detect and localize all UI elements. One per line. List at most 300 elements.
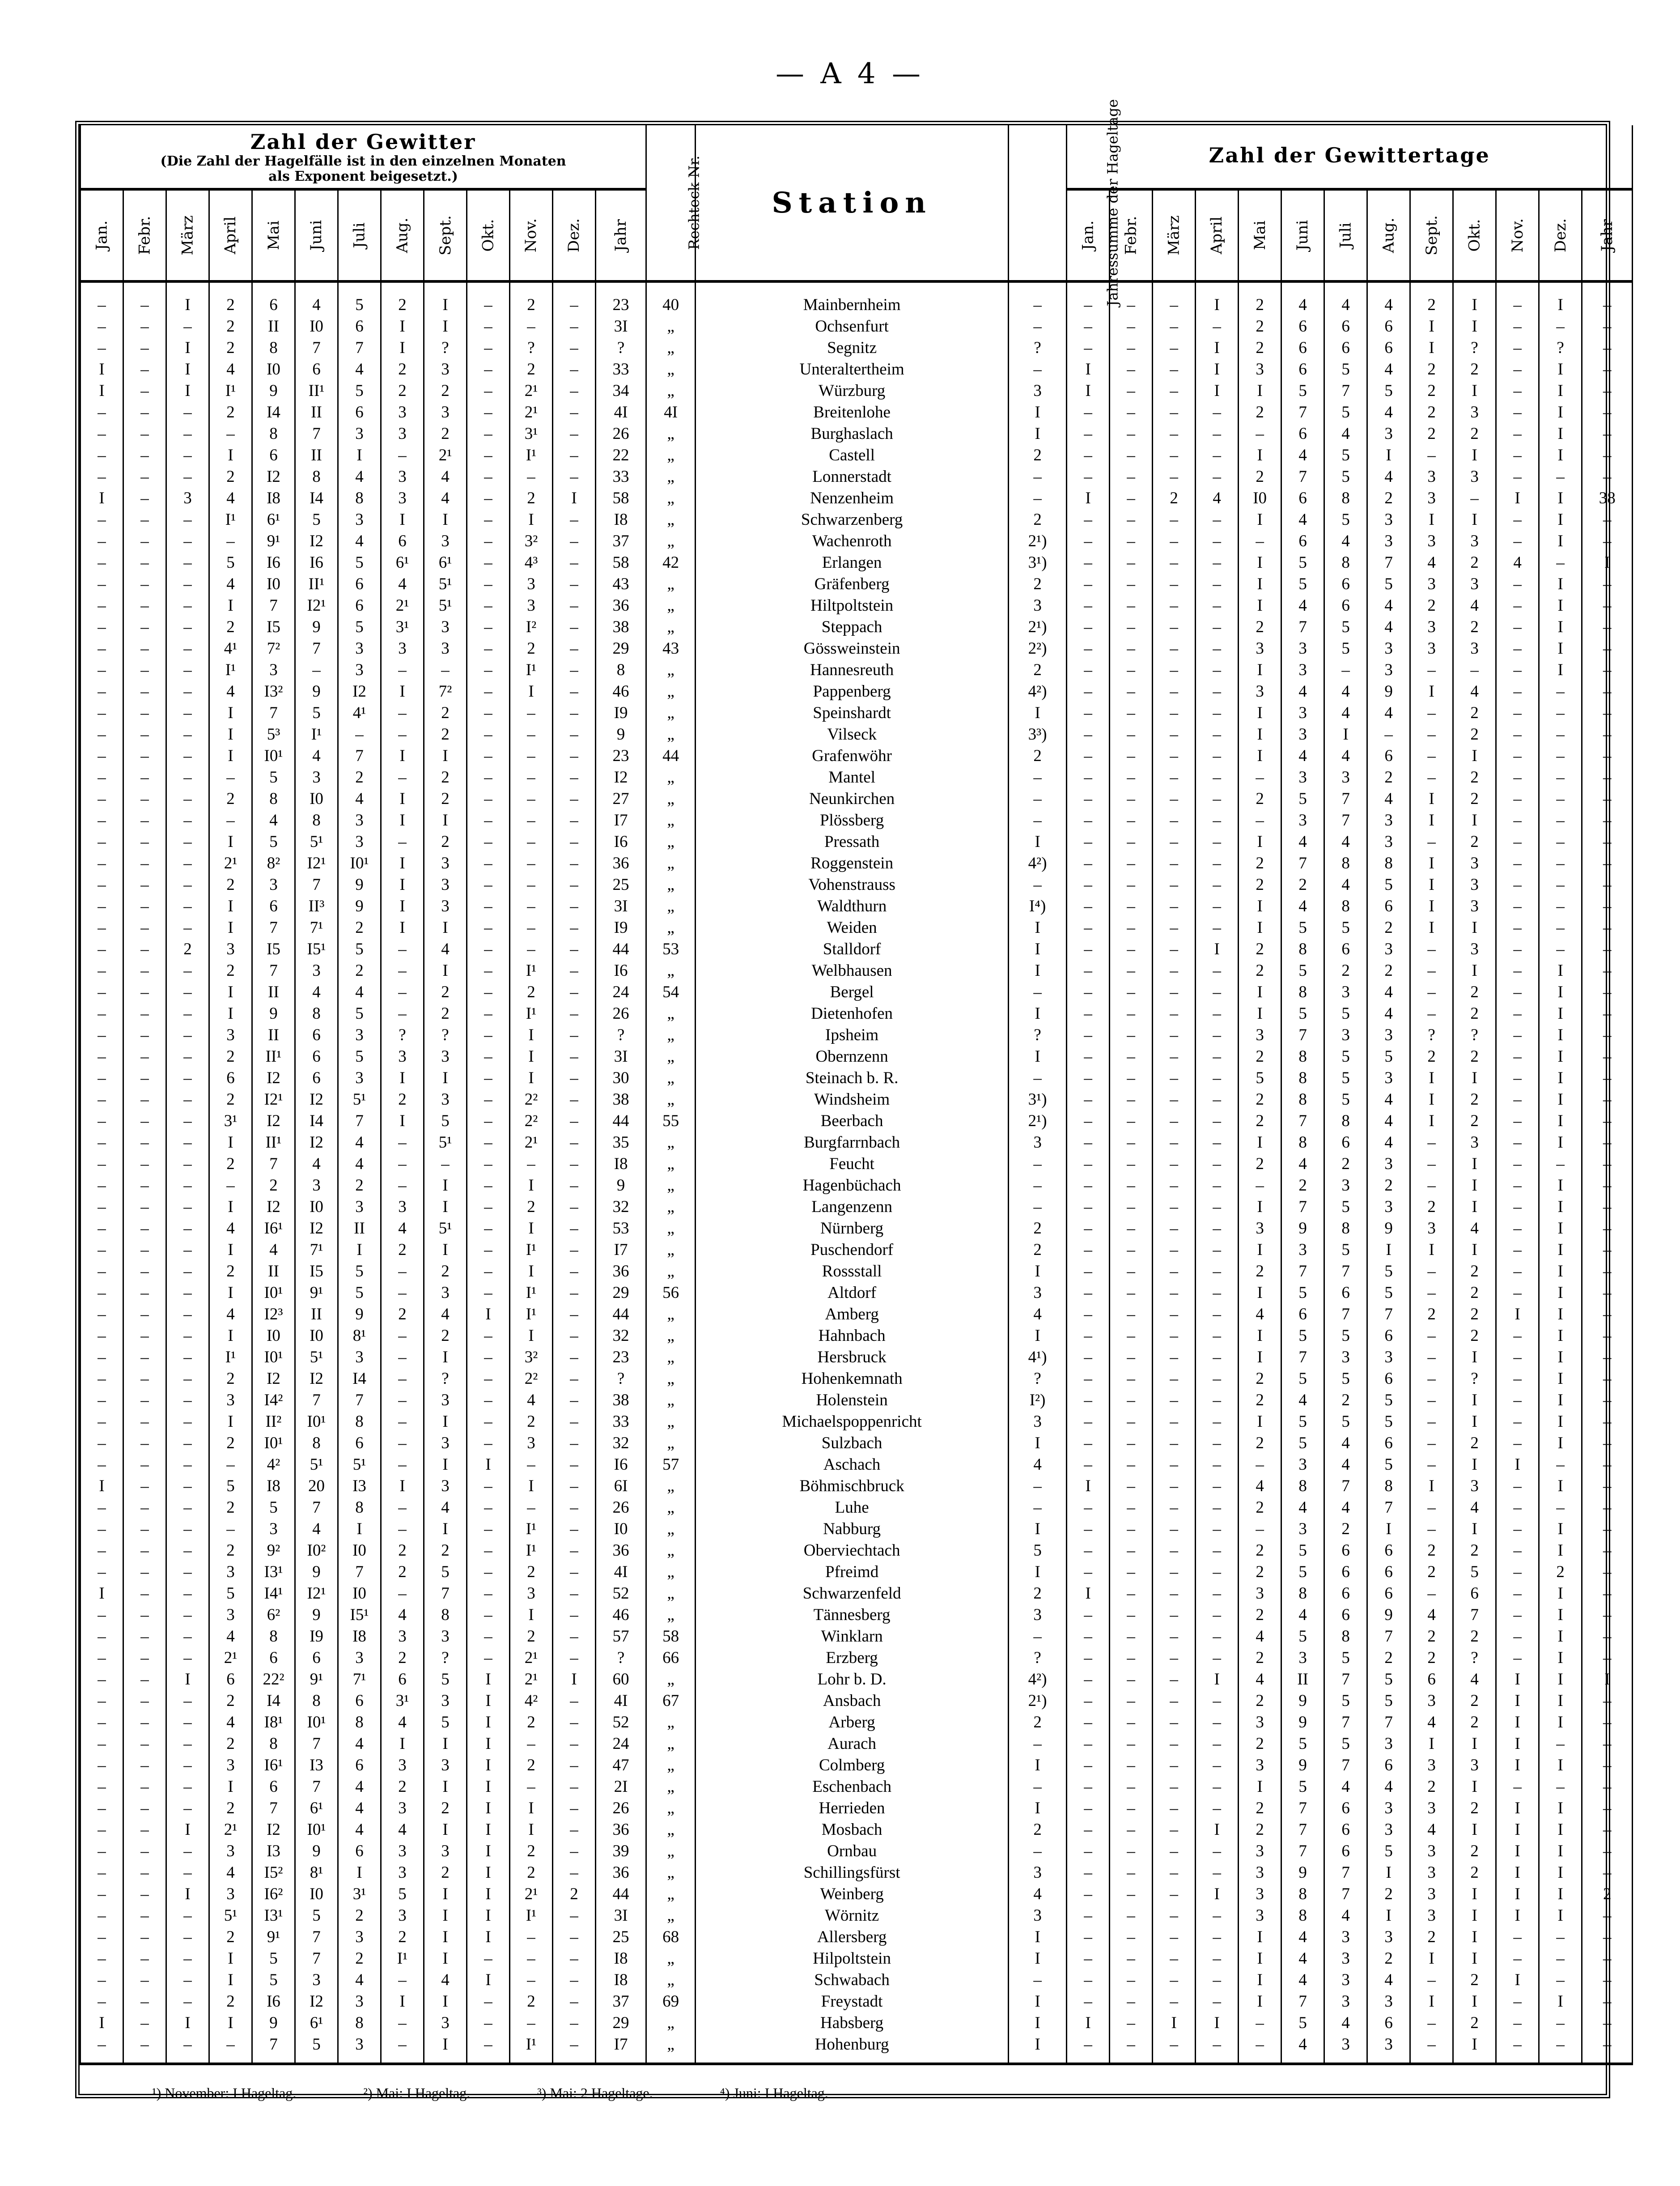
storm-days-cell: I xyxy=(1196,380,1239,402)
storm-days-cell: – xyxy=(1539,724,1582,745)
storm-days-cell: – xyxy=(1410,982,1453,1003)
storm-count-cell: 2 xyxy=(338,1175,381,1196)
storm-days-cell: – xyxy=(1410,1282,1453,1304)
storm-count-cell: I3² xyxy=(252,681,295,702)
storm-count-cell: I xyxy=(166,1884,209,1905)
storm-count-cell: – xyxy=(123,423,166,445)
hail-days-cell: ? xyxy=(1009,1368,1067,1390)
storm-count-cell: – xyxy=(510,939,553,960)
storm-count-cell: – xyxy=(81,853,123,874)
storm-days-cell: – xyxy=(1582,1110,1633,1132)
storm-days-cell: – xyxy=(1539,810,1582,831)
table-row xyxy=(81,1540,1633,1561)
storm-count-cell: – xyxy=(467,359,510,380)
storm-days-cell: 5 xyxy=(1281,1626,1324,1647)
storm-count-cell: 3 xyxy=(381,1841,424,1862)
storm-count-cell: 7² xyxy=(252,638,295,659)
storm-days-cell: – xyxy=(1110,1196,1153,1218)
storm-count-cell: 7 xyxy=(252,2034,295,2064)
station-name: Ornbau xyxy=(696,1841,1009,1862)
station-name: Mosbach xyxy=(696,1819,1009,1841)
storm-count-cell: 3 xyxy=(424,853,467,874)
station-name: Schwarzenfeld xyxy=(696,1583,1009,1604)
storm-count-cell: – xyxy=(467,1282,510,1304)
storm-count-cell: I¹ xyxy=(510,1540,553,1561)
storm-days-cell: – xyxy=(1067,1776,1110,1798)
storm-days-cell: – xyxy=(1410,960,1453,982)
storm-days-cell: 7 xyxy=(1281,1110,1324,1132)
storm-count-cell: – xyxy=(467,767,510,788)
storm-count-cell: – xyxy=(553,595,596,617)
storm-days-cell: – xyxy=(1110,896,1153,917)
storm-days-cell: – xyxy=(1582,1347,1633,1368)
storm-count-cell: 3 xyxy=(209,1841,252,1862)
storm-days-cell: – xyxy=(1110,1518,1153,1540)
storm-count-cell: – xyxy=(166,659,209,681)
storm-count-cell: ? xyxy=(596,1025,646,1046)
storm-days-cell: – xyxy=(1496,745,1539,767)
storm-days-cell: – xyxy=(1239,767,1281,788)
storm-count-cell: 2¹ xyxy=(510,1647,553,1669)
rechteck-cell: „ xyxy=(646,1733,696,1755)
storm-count-cell: 4¹ xyxy=(209,638,252,659)
storm-days-cell: – xyxy=(1496,1991,1539,2012)
storm-days-cell: – xyxy=(1153,1776,1196,1798)
storm-count-cell: I xyxy=(467,1862,510,1884)
storm-count-cell: 7 xyxy=(295,1948,338,1969)
storm-days-cell: 5 xyxy=(1239,1067,1281,1089)
storm-days-cell: 2 xyxy=(1453,1089,1496,1110)
left-group-note-2: als Exponent beigesetzt.) xyxy=(268,169,458,184)
storm-days-cell: – xyxy=(1153,402,1196,423)
storm-count-cell: I xyxy=(166,359,209,380)
storm-days-cell: – xyxy=(1067,681,1110,702)
storm-days-cell: – xyxy=(1067,1497,1110,1518)
storm-days-cell: – xyxy=(1110,2012,1153,2034)
storm-count-cell: – xyxy=(166,1969,209,1991)
storm-count-cell: 25 xyxy=(596,1927,646,1948)
storm-days-cell: – xyxy=(1196,1196,1239,1218)
storm-count-cell: 2 xyxy=(209,1153,252,1175)
storm-days-cell: – xyxy=(1067,337,1110,359)
storm-count-cell: – xyxy=(81,1969,123,1991)
storm-count-cell: 23 xyxy=(596,1347,646,1368)
table-row xyxy=(81,1046,1633,1067)
storm-count-cell: – xyxy=(123,1669,166,1690)
storm-count-cell: I0 xyxy=(338,1583,381,1604)
storm-count-cell: – xyxy=(123,1927,166,1948)
station-name: Erzberg xyxy=(696,1647,1009,1669)
storm-count-cell: – xyxy=(467,724,510,745)
storm-count-cell: 2 xyxy=(510,1411,553,1433)
storm-days-cell: – xyxy=(1410,2034,1453,2064)
storm-count-cell: 4 xyxy=(209,1712,252,1733)
storm-days-cell: 2 xyxy=(1453,1304,1496,1325)
storm-count-cell: – xyxy=(166,1003,209,1025)
station-name: Eschenbach xyxy=(696,1776,1009,1798)
storm-days-cell: – xyxy=(1153,1003,1196,1025)
storm-days-cell: 5 xyxy=(1324,1089,1367,1110)
storm-count-cell: I0¹ xyxy=(252,745,295,767)
storm-count-cell: – xyxy=(81,1905,123,1927)
table-row xyxy=(81,316,1633,337)
footnote: ⁴) Juni: I Hageltag. xyxy=(720,2085,828,2101)
storm-days-cell: I xyxy=(1582,552,1633,574)
storm-count-cell: – xyxy=(123,359,166,380)
storm-count-cell: – xyxy=(81,1540,123,1561)
storm-count-cell: 8 xyxy=(252,423,295,445)
storm-count-cell: I2 xyxy=(295,1132,338,1153)
storm-count-cell: – xyxy=(510,1948,553,1969)
storm-days-cell: – xyxy=(1582,1261,1633,1282)
station-name: Habsberg xyxy=(696,2012,1009,2034)
storm-count-cell: I2 xyxy=(295,1368,338,1390)
station-name: Feucht xyxy=(696,1153,1009,1175)
storm-count-cell: 2 xyxy=(381,1647,424,1669)
storm-days-month-header: Juni xyxy=(1281,189,1324,281)
storm-days-month-header: Dez. xyxy=(1539,189,1582,281)
storm-days-cell: I xyxy=(1453,1390,1496,1411)
storm-days-cell: – xyxy=(1539,466,1582,488)
storm-days-cell: 5 xyxy=(1281,574,1324,595)
rechteck-cell: „ xyxy=(646,595,696,617)
storm-count-cell: – xyxy=(553,1626,596,1647)
storm-days-cell: – xyxy=(1067,1669,1110,1690)
storm-days-cell: I xyxy=(1496,488,1539,509)
storm-days-cell: 3 xyxy=(1453,1132,1496,1153)
storm-count-cell: – xyxy=(510,831,553,853)
storm-days-cell: 6 xyxy=(1281,359,1324,380)
storm-days-cell: 5 xyxy=(1281,788,1324,810)
storm-days-cell: 5 xyxy=(1367,874,1410,896)
storm-days-cell: 5 xyxy=(1281,552,1324,574)
storm-count-cell: – xyxy=(81,917,123,939)
storm-days-cell: – xyxy=(1582,2034,1633,2064)
storm-count-cell: – xyxy=(81,874,123,896)
station-name: Ochsenfurt xyxy=(696,316,1009,337)
storm-days-cell: 3 xyxy=(1453,1476,1496,1497)
rechteck-cell: „ xyxy=(646,1175,696,1196)
storm-count-cell: – xyxy=(81,1132,123,1153)
storm-days-cell: I xyxy=(1453,960,1496,982)
storm-days-cell: – xyxy=(1582,659,1633,681)
storm-count-cell: 4I xyxy=(596,1690,646,1712)
storm-days-cell: I xyxy=(1239,1196,1281,1218)
table-row xyxy=(81,380,1633,402)
storm-count-cell: 3¹ xyxy=(381,617,424,638)
storm-days-cell: – xyxy=(1496,1003,1539,1025)
storm-count-cell: 8 xyxy=(295,466,338,488)
storm-count-cell: – xyxy=(123,702,166,724)
storm-days-cell: 2 xyxy=(1367,960,1410,982)
storm-count-cell: – xyxy=(81,531,123,552)
storm-count-cell: – xyxy=(467,1110,510,1132)
hail-days-cell: 4 xyxy=(1009,1454,1067,1476)
storm-count-cell: I0 xyxy=(252,574,295,595)
storm-count-cell: I xyxy=(510,681,553,702)
storm-days-cell: 6 xyxy=(1410,1669,1453,1690)
storm-days-cell: 3 xyxy=(1281,702,1324,724)
storm-count-cell: 5¹ xyxy=(424,574,467,595)
table-row xyxy=(81,1003,1633,1025)
storm-days-cell: – xyxy=(1067,402,1110,423)
storm-days-cell: – xyxy=(1582,1604,1633,1626)
storm-days-cell: II xyxy=(1281,1669,1324,1690)
storm-count-cell: – xyxy=(166,1347,209,1368)
storm-count-cell: I xyxy=(381,337,424,359)
storm-count-cell: – xyxy=(553,1304,596,1325)
storm-count-cell: – xyxy=(81,1411,123,1433)
storm-count-cell: – xyxy=(81,1841,123,1862)
storm-count-cell: – xyxy=(123,1282,166,1304)
storm-count-cell: II³ xyxy=(295,896,338,917)
storm-count-cell: – xyxy=(553,1583,596,1604)
storms-month-header: Dez. xyxy=(553,189,596,281)
rechteck-cell: „ xyxy=(646,1755,696,1776)
storm-count-cell: 2 xyxy=(381,1561,424,1583)
storm-count-cell: I xyxy=(510,1261,553,1282)
storm-days-cell: 6 xyxy=(1324,316,1367,337)
storm-days-cell: 9 xyxy=(1281,1690,1324,1712)
storm-count-cell: 6 xyxy=(338,574,381,595)
storm-count-cell: – xyxy=(166,1476,209,1497)
storm-days-cell: ? xyxy=(1453,1025,1496,1046)
hail-days-cell: 2¹) xyxy=(1009,1690,1067,1712)
storm-count-cell: – xyxy=(81,1025,123,1046)
storm-days-cell: 3 xyxy=(1239,638,1281,659)
storm-days-cell: 2 xyxy=(1239,1733,1281,1755)
storm-days-cell: – xyxy=(1153,1325,1196,1347)
storm-days-cell: – xyxy=(1453,659,1496,681)
table-row xyxy=(81,1604,1633,1626)
storm-count-cell: 37 xyxy=(596,1991,646,2012)
storm-days-cell: – xyxy=(1539,552,1582,574)
storm-count-cell: – xyxy=(81,831,123,853)
storm-count-cell: 2 xyxy=(209,1089,252,1110)
station-name: Dietenhofen xyxy=(696,1003,1009,1025)
right-group-title: Zahl der Gewittertage xyxy=(1209,143,1490,167)
storm-days-cell: 5 xyxy=(1324,917,1367,939)
storm-count-cell: – xyxy=(123,1841,166,1862)
storm-days-cell: – xyxy=(1196,1368,1239,1390)
storm-count-cell: 2 xyxy=(424,1003,467,1025)
station-name: Tännesberg xyxy=(696,1604,1009,1626)
storm-count-cell: – xyxy=(510,853,553,874)
station-name: Hiltpoltstein xyxy=(696,595,1009,617)
station-name: Burgfarrnbach xyxy=(696,1132,1009,1153)
storm-count-cell: – xyxy=(381,1969,424,1991)
storm-days-cell: – xyxy=(1067,1347,1110,1368)
storm-count-cell: – xyxy=(467,1497,510,1518)
table-row xyxy=(81,1454,1633,1476)
storm-count-cell: I4¹ xyxy=(252,1583,295,1604)
storm-count-cell: ? xyxy=(510,337,553,359)
storm-days-cell: 4 xyxy=(1281,1969,1324,1991)
storm-count-cell: – xyxy=(123,2012,166,2034)
storm-days-cell: – xyxy=(1410,1261,1453,1282)
storm-days-cell: I xyxy=(1539,982,1582,1003)
storm-days-cell: I xyxy=(1067,1583,1110,1604)
storm-count-cell: I2³ xyxy=(252,1304,295,1325)
station-name: Neunkirchen xyxy=(696,788,1009,810)
storm-days-cell: I xyxy=(1410,1991,1453,2012)
storm-count-cell: 3 xyxy=(424,359,467,380)
table-row xyxy=(81,1561,1633,1583)
storm-count-cell: 4 xyxy=(381,1218,424,1239)
storm-count-cell: – xyxy=(166,1175,209,1196)
storm-count-cell: 4 xyxy=(338,1776,381,1798)
storm-days-cell: I xyxy=(1539,1411,1582,1433)
storm-count-cell: – xyxy=(166,681,209,702)
storm-days-cell: 2 xyxy=(1453,1841,1496,1862)
storm-count-cell: – xyxy=(123,281,166,316)
storm-days-cell: – xyxy=(1196,466,1239,488)
storm-days-cell: I xyxy=(1239,574,1281,595)
storm-count-cell: – xyxy=(166,1755,209,1776)
storm-count-cell: – xyxy=(553,917,596,939)
station-name: Castell xyxy=(696,445,1009,466)
storm-count-cell: 4 xyxy=(381,1712,424,1733)
storm-days-cell: 7 xyxy=(1324,788,1367,810)
storm-count-cell: 46 xyxy=(596,1604,646,1626)
storm-days-cell: – xyxy=(1153,1261,1196,1282)
storm-days-cell: – xyxy=(1110,1368,1153,1390)
storm-count-cell: 58 xyxy=(596,488,646,509)
storm-count-cell: – xyxy=(166,423,209,445)
storm-count-cell: – xyxy=(467,831,510,853)
storm-count-cell: 3 xyxy=(381,1798,424,1819)
storm-count-cell: I xyxy=(81,1583,123,1604)
storm-days-cell: – xyxy=(1196,917,1239,939)
storm-days-cell: – xyxy=(1153,831,1196,853)
station-name: Windsheim xyxy=(696,1089,1009,1110)
storm-days-cell: – xyxy=(1496,1196,1539,1218)
rechteck-cell: 67 xyxy=(646,1690,696,1712)
storm-count-cell: – xyxy=(81,1089,123,1110)
storm-count-cell: – xyxy=(553,1368,596,1390)
storm-days-cell: – xyxy=(1539,2034,1582,2064)
storm-count-cell: – xyxy=(553,1433,596,1454)
storm-count-cell: – xyxy=(166,1110,209,1132)
storm-days-cell: 3 xyxy=(1410,1218,1453,1239)
table-row xyxy=(81,874,1633,896)
storm-days-cell: – xyxy=(1067,896,1110,917)
table-row xyxy=(81,552,1633,574)
storm-days-cell: – xyxy=(1196,1948,1239,1969)
storm-days-cell: 4 xyxy=(1324,423,1367,445)
storm-count-cell: 2 xyxy=(209,466,252,488)
storm-days-cell: – xyxy=(1582,316,1633,337)
storm-count-cell: II xyxy=(252,316,295,337)
storm-count-cell: – xyxy=(123,1304,166,1325)
storm-count-cell: I xyxy=(424,1905,467,1927)
storm-count-cell: 2 xyxy=(209,1046,252,1067)
storm-count-cell: – xyxy=(81,509,123,531)
storm-days-cell: 4 xyxy=(1453,1497,1496,1518)
storm-count-cell: – xyxy=(467,617,510,638)
storm-days-cell: – xyxy=(1410,2012,1453,2034)
storm-count-cell: 43 xyxy=(596,574,646,595)
storm-days-cell: – xyxy=(1110,1884,1153,1905)
storm-count-cell: 2 xyxy=(553,1884,596,1905)
storm-days-cell: – xyxy=(1067,1368,1110,1390)
storm-count-cell: 4 xyxy=(295,982,338,1003)
storm-count-cell: – xyxy=(381,1433,424,1454)
storm-days-cell: – xyxy=(1110,1046,1153,1067)
storm-days-cell: 4 xyxy=(1281,1153,1324,1175)
storm-days-cell: – xyxy=(1196,1390,1239,1411)
storm-days-cell: 3 xyxy=(1324,1969,1367,1991)
storm-count-cell: 36 xyxy=(596,1540,646,1561)
storm-days-cell: I xyxy=(1453,445,1496,466)
storm-count-cell: 3 xyxy=(510,1583,553,1604)
storm-count-cell: 2 xyxy=(510,359,553,380)
storm-days-cell: I xyxy=(1539,1862,1582,1884)
storm-count-cell: 9 xyxy=(338,896,381,917)
storm-count-cell: I xyxy=(209,1196,252,1218)
storm-days-cell: – xyxy=(1110,1948,1153,1969)
storm-days-cell: – xyxy=(1539,1153,1582,1175)
storm-days-cell: I xyxy=(1539,380,1582,402)
storm-days-cell: – xyxy=(1196,1733,1239,1755)
storm-count-cell: 9 xyxy=(295,617,338,638)
storm-days-cell: – xyxy=(1067,1540,1110,1561)
storm-days-cell: 3 xyxy=(1410,1798,1453,1819)
storm-count-cell: 2I xyxy=(596,1776,646,1798)
storm-days-cell: I xyxy=(1410,316,1453,337)
storm-count-cell: I xyxy=(424,1196,467,1218)
storm-days-cell: – xyxy=(1496,1626,1539,1647)
storm-days-cell: – xyxy=(1196,1433,1239,1454)
storm-count-cell: I xyxy=(467,1690,510,1712)
storm-days-cell: I xyxy=(1539,1583,1582,1604)
storm-count-cell: 2 xyxy=(338,1948,381,1969)
hail-days-cell: 2¹) xyxy=(1009,1110,1067,1132)
storm-days-cell: – xyxy=(1582,1927,1633,1948)
storm-days-cell: 7 xyxy=(1281,1841,1324,1862)
rechteck-cell: 43 xyxy=(646,638,696,659)
storm-days-month-header: Aug. xyxy=(1367,189,1410,281)
storm-days-cell: – xyxy=(1153,1755,1196,1776)
storm-count-cell: 3 xyxy=(381,1046,424,1067)
storm-count-cell: – xyxy=(467,1948,510,1969)
storm-days-cell: 4 xyxy=(1453,1669,1496,1690)
storm-days-cell: – xyxy=(1582,595,1633,617)
storm-count-cell: – xyxy=(166,702,209,724)
storm-count-cell: – xyxy=(81,617,123,638)
storm-days-cell: – xyxy=(1110,509,1153,531)
storm-days-cell: – xyxy=(1582,767,1633,788)
storm-days-cell: – xyxy=(1496,960,1539,982)
storm-days-cell: – xyxy=(1410,1368,1453,1390)
storm-count-cell: – xyxy=(81,1948,123,1969)
storm-days-month-header: Febr. xyxy=(1110,189,1153,281)
storm-count-cell: I xyxy=(467,1454,510,1476)
rechteck-cell: 4I xyxy=(646,402,696,423)
storm-days-cell: – xyxy=(1067,1089,1110,1110)
storm-count-cell: 8 xyxy=(295,1690,338,1712)
storm-days-cell: I xyxy=(1367,1905,1410,1927)
storm-count-cell: 6 xyxy=(295,1647,338,1669)
storm-days-cell: 2 xyxy=(1410,1196,1453,1218)
storm-count-cell: 26 xyxy=(596,1497,646,1518)
storm-count-cell: I xyxy=(424,810,467,831)
storm-days-cell: 4 xyxy=(1281,445,1324,466)
storm-count-cell: – xyxy=(467,1604,510,1626)
storm-count-cell: – xyxy=(166,1239,209,1261)
storm-days-cell: I xyxy=(1367,1862,1410,1884)
storm-days-cell: 3 xyxy=(1367,1153,1410,1175)
